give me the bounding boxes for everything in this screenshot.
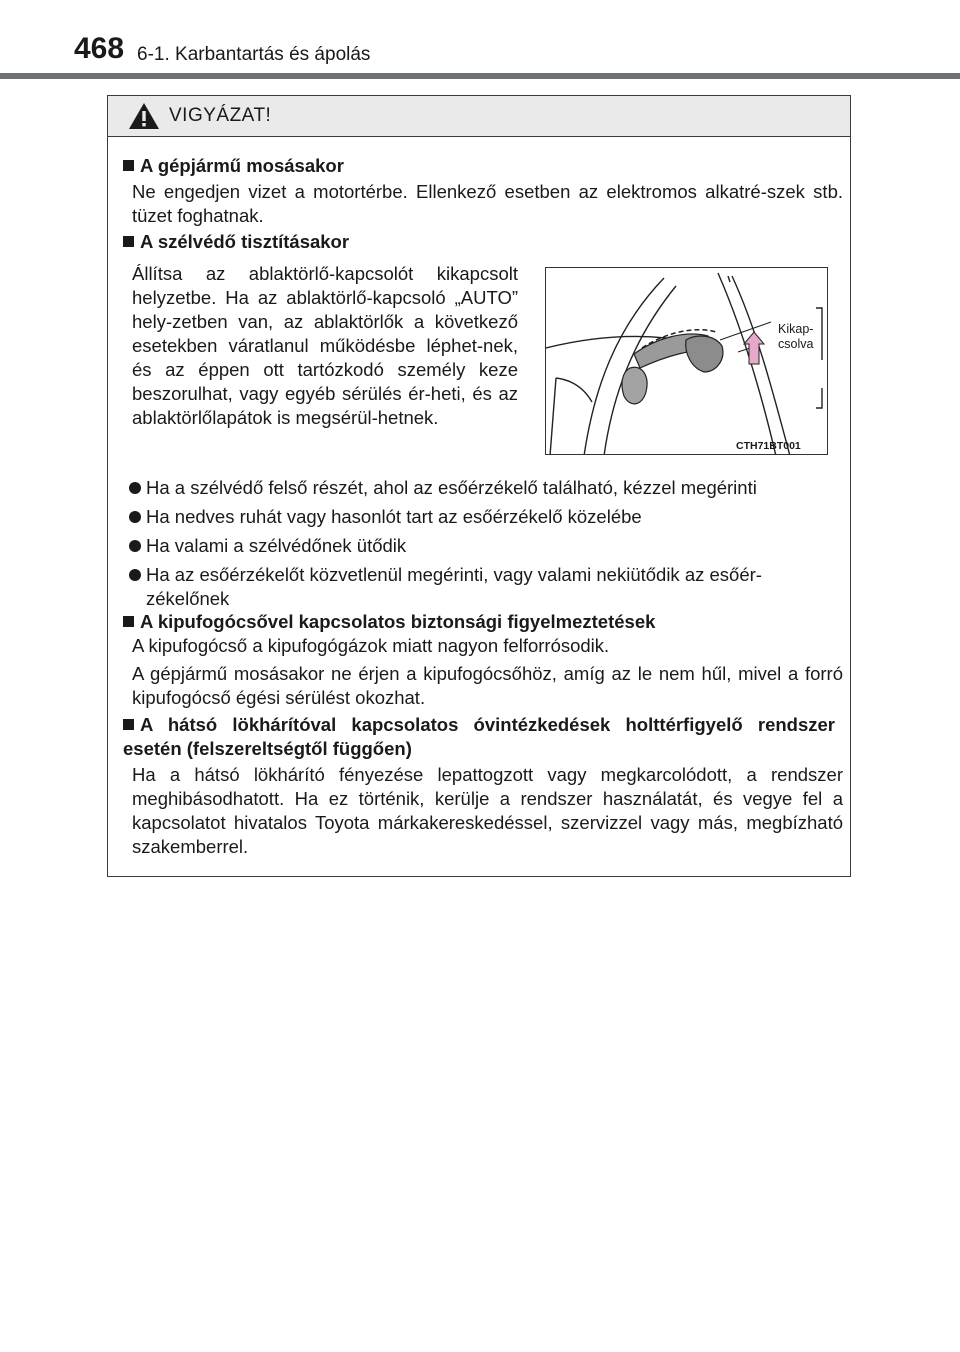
bullet-icon [129,569,141,581]
wiper-switch-figure [545,267,828,455]
figure-callout [778,322,813,352]
windshield-bullet-1: Ha a szélvédő felső részét, ahol az esőérzékelő található, kézzel megérinti [146,477,757,498]
callout-line-1: Kikap- [778,322,814,336]
heading-bumper-text: A hátsó lökhárítóval kapcsolatos óvintézkedések holttérfigyelő rendszer esetén (felszereltségtől függően) [123,714,835,759]
wiper-switch-illustration [546,268,828,455]
windshield-bullet-4: Ha az esőérzékelőt közvetlenül megérinti, vagy valami nekiütődik az esőér-zékelőnek [146,564,762,609]
bullet-icon [129,511,141,523]
bumper-text: Ha a hátsó lökhárító fényezése lepattogzott vagy megkarcolódott, a rendszer meghibásodhatott. Ha ez történik, kerülje a rendszer használatát, és vegye fel a kapcsolatot hivatalos Toyota márkakereskedéssel, szervizzel vagy más, megbízható szakemberrel. [132,764,843,857]
heading-washing-text: A gépjármű mosásakor [140,155,344,176]
warning-title: VIGYÁZAT! [169,105,272,126]
header-rule [0,73,960,79]
section-title: 6-1. Karbantartás és ápolás [137,44,371,65]
heading-windshield-text: A szélvédő tisztításakor [140,231,350,252]
windshield-bullet-2: Ha nedves ruhát vagy hasonlót tart az esőérzékelő közelébe [146,506,642,527]
warning-box [107,95,851,877]
windshield-text: Állítsa az ablaktörlő-kapcsolót kikapcsolt helyzetbe. Ha az ablaktörlő-kapcsoló „AUTO” hely-zetben van, az ablaktörlők a következő esetekben váratlanul működésbe léphet-nek, és az éppen ott tartózkodó személy keze beszorulhat, vagy egyéb sérülés ér-heti, és az ablaktörlőlapátok is megsérül-hetnek. [132,263,518,428]
heading-washing [123,154,344,178]
bullet-icon [129,540,141,552]
page-number: 468 [74,32,125,65]
heading-exhaust [123,610,655,634]
square-bullet-icon [123,719,134,730]
figure-code: CTH71BT001 [736,440,801,452]
warning-header [108,96,850,137]
washing-text: Ne engedjen vizet a motortérbe. Ellenkező esetben az elektromos alkatré-szek stb. tüzet foghatnak. [132,181,843,226]
exhaust-text-2: A gépjármű mosásakor ne érjen a kipufogócsőhöz, amíg az le nem hűl, mivel a forró kipufogócső égési sérülést okozhat. [132,663,843,708]
callout-line-2: csolva [778,337,814,351]
heading-bumper [123,713,835,761]
square-bullet-icon [123,160,134,171]
exhaust-text-1: A kipufogócső a kipufogógázok miatt nagyon felforrósodik. [132,635,610,656]
windshield-bullet-3: Ha valami a szélvédőnek ütődik [146,535,407,556]
square-bullet-icon [123,236,134,247]
heading-windshield [123,230,349,254]
bullet-icon [129,482,141,494]
heading-exhaust-text: A kipufogócsővel kapcsolatos biztonsági figyelmeztetések [140,611,656,632]
page-header [0,0,960,80]
square-bullet-icon [123,616,134,627]
warning-triangle-icon [128,102,160,130]
